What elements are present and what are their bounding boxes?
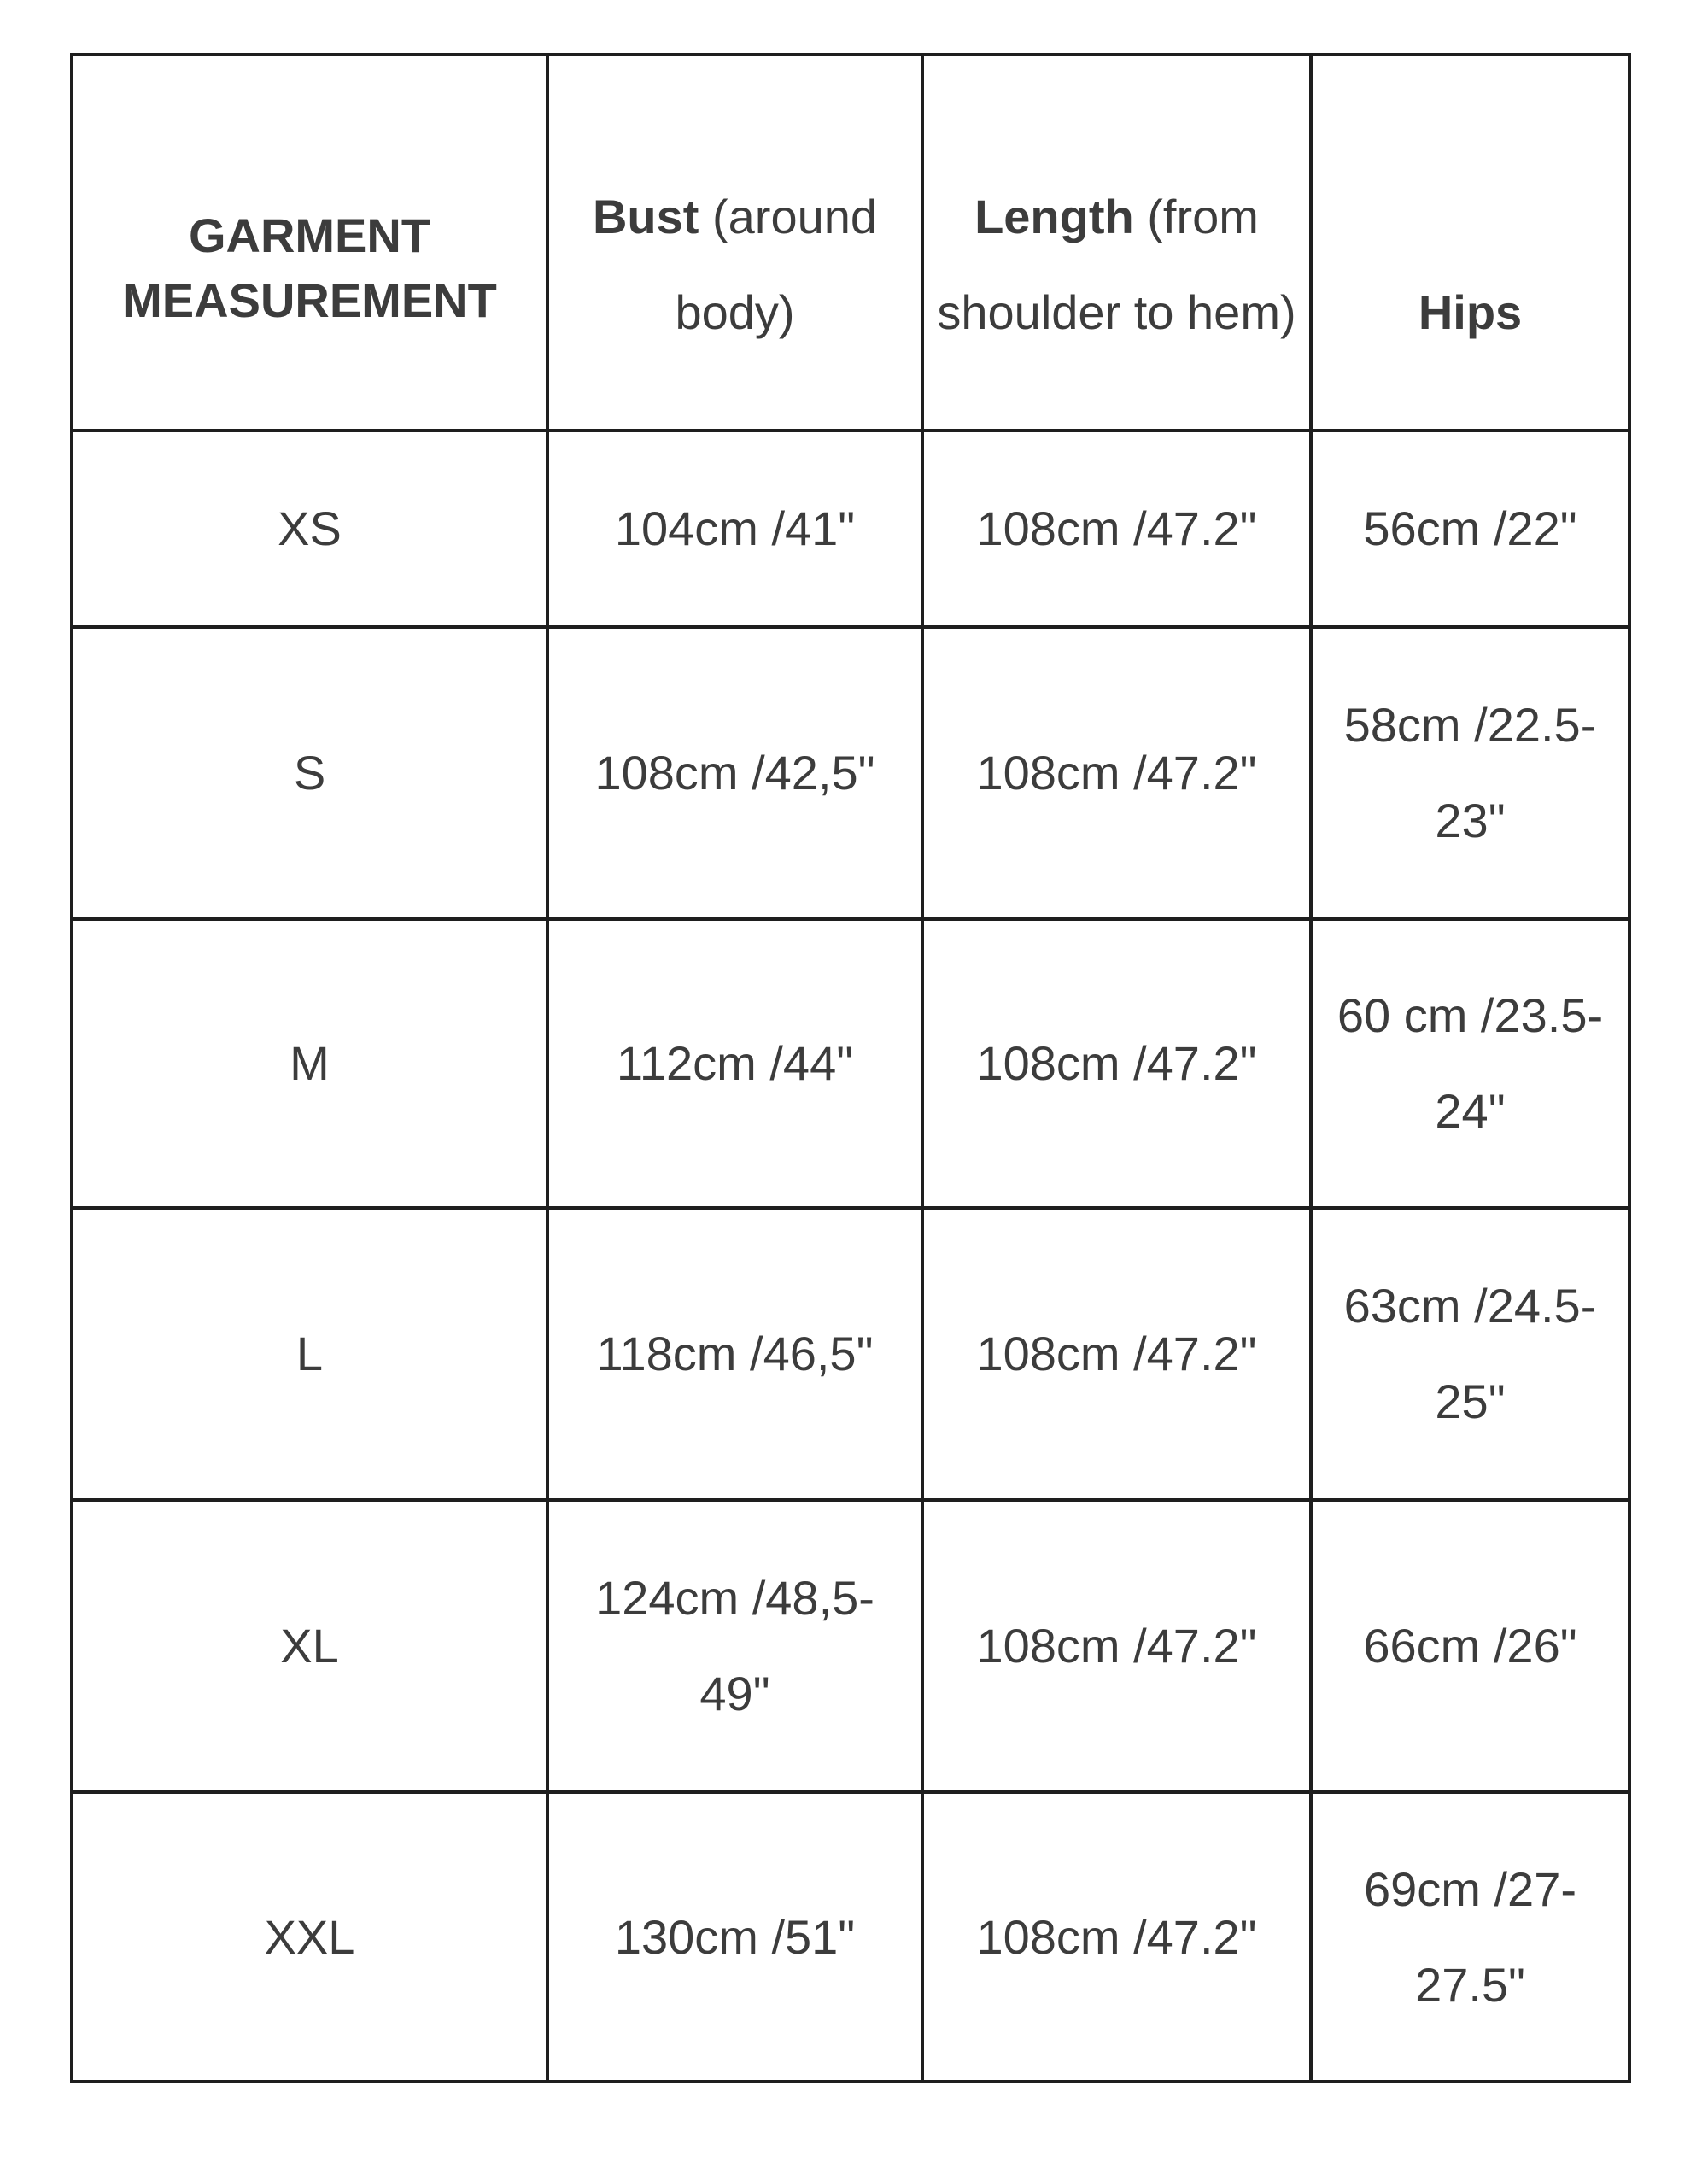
bust-cell: 104cm /41" (547, 431, 922, 627)
hips-cell: 58cm /22.5-23" (1311, 627, 1629, 919)
table-row (72, 1500, 1629, 1792)
length-cell: 108cm /47.2" (922, 627, 1311, 919)
header-hips-label: Hips (1418, 285, 1523, 339)
length-cell: 108cm /47.2" (922, 919, 1311, 1208)
header-garment-line2: MEASUREMENT (122, 273, 497, 327)
header-length (922, 55, 1311, 431)
header-bust-note: (around body) (675, 190, 878, 339)
length-cell: 108cm /47.2" (922, 1208, 1311, 1500)
table-row (72, 431, 1629, 627)
header-length-label: Length (974, 190, 1134, 243)
bust-cell: 130cm /51" (547, 1792, 922, 2082)
length-cell: 108cm /47.2" (922, 1792, 1311, 2082)
header-row (72, 55, 1629, 431)
size-cell: L (72, 1208, 547, 1500)
header-garment-line1: GARMENT (188, 208, 431, 262)
table-row (72, 627, 1629, 919)
size-chart-table (70, 53, 1631, 2083)
header-length-note: (from shoulder to hem) (937, 190, 1296, 339)
length-cell: 108cm /47.2" (922, 1500, 1311, 1792)
table-row (72, 1792, 1629, 2082)
bust-cell: 124cm /48,5-49" (547, 1500, 922, 1792)
length-cell: 108cm /47.2" (922, 431, 1311, 627)
bust-cell: 118cm /46,5" (547, 1208, 922, 1500)
size-cell: S (72, 627, 547, 919)
header-garment-measurement (72, 55, 547, 431)
hips-cell: 60 cm /23.5-24" (1311, 919, 1629, 1208)
header-bust (547, 55, 922, 431)
size-cell: XS (72, 431, 547, 627)
hips-cell: 69cm /27-27.5" (1311, 1792, 1629, 2082)
size-cell: XL (72, 1500, 547, 1792)
hips-cell: 63cm /24.5-25" (1311, 1208, 1629, 1500)
size-cell: XXL (72, 1792, 547, 2082)
bust-cell: 108cm /42,5" (547, 627, 922, 919)
header-bust-label: Bust (592, 190, 699, 243)
hips-cell: 56cm /22" (1311, 431, 1629, 627)
bust-cell: 112cm /44" (547, 919, 922, 1208)
size-cell: M (72, 919, 547, 1208)
header-hips (1311, 55, 1629, 431)
table-row (72, 919, 1629, 1208)
table-row (72, 1208, 1629, 1500)
hips-cell: 66cm /26" (1311, 1500, 1629, 1792)
